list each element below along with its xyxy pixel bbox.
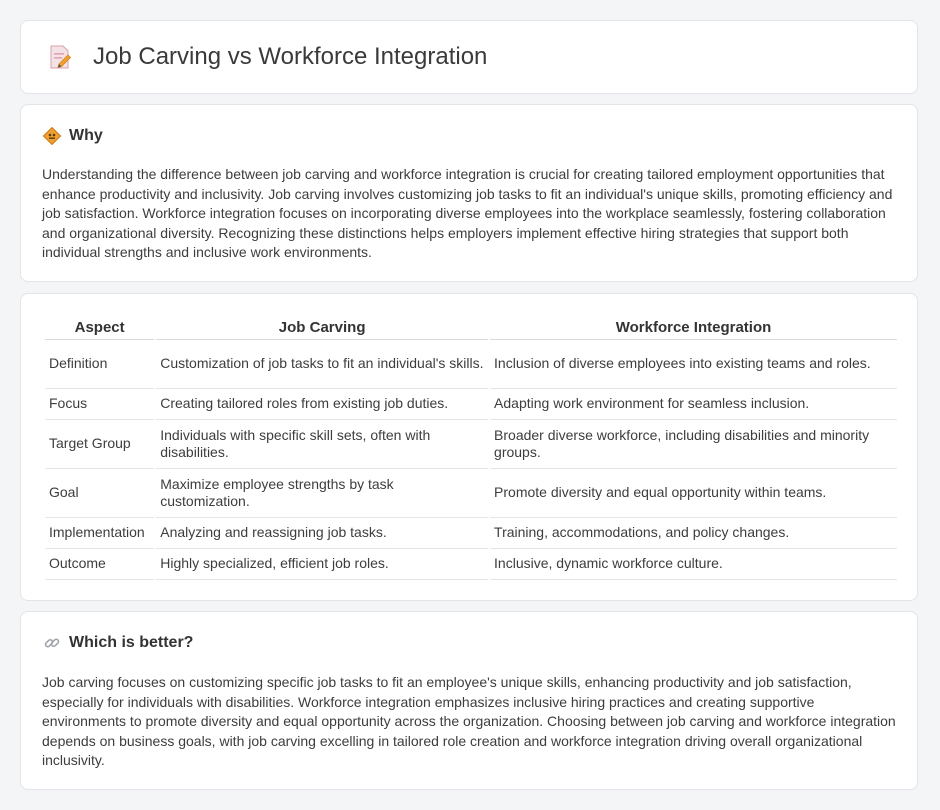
cell-workforce-integration: Training, accommodations, and policy changes. [490,518,897,549]
page-title: Job Carving vs Workforce Integration [93,43,488,70]
cell-aspect: Outcome [45,549,154,580]
why-section [20,104,918,282]
header-job-carving: Job Carving [156,314,488,340]
comparison-table [43,314,899,580]
table-row [45,340,897,389]
cell-job-carving: Analyzing and reassigning job tasks. [156,518,488,549]
comparison-card [20,293,918,601]
table-row [45,549,897,580]
cell-workforce-integration: Promote diversity and equal opportunity within teams. [490,469,897,518]
better-text: Job carving focuses on customizing specific job tasks to fit an employee's unique skills, enhancing productivity and job satisfaction, especially for individuals with disabilities. Workforce integration emphasizes inclusive hiring practices and creating supportive environments to promote diversity and equal opportunity across the organization. Choosing between job carving and workforce integration depends on business goals, with job carving excelling in tailored role creation and workforce integration driving overall organizational inclusivity. [42,674,896,768]
cell-job-carving: Individuals with specific skill sets, often with disabilities. [156,420,488,469]
document-edit-icon [47,44,73,70]
cell-job-carving: Customization of job tasks to fit an individual's skills. [156,340,488,389]
table-row [45,469,897,518]
cell-workforce-integration: Adapting work environment for seamless inclusion. [490,389,897,420]
cell-job-carving: Highly specialized, efficient job roles. [156,549,488,580]
cell-aspect: Definition [45,340,154,389]
title-card [20,20,918,94]
table-row [45,420,897,469]
better-title: Which is better? [69,634,194,651]
table-header-row [45,314,897,340]
why-title: Why [69,127,103,144]
cell-job-carving: Creating tailored roles from existing job duties. [156,389,488,420]
cell-aspect: Target Group [45,420,154,469]
cell-aspect: Goal [45,469,154,518]
cell-job-carving: Maximize employee strengths by task customization. [156,469,488,518]
why-heading [43,127,103,145]
table-row [45,389,897,420]
header-aspect: Aspect [45,314,154,340]
cell-workforce-integration: Broader diverse workforce, including disabilities and minority groups. [490,420,897,469]
cell-workforce-integration: Inclusive, dynamic workforce culture. [490,549,897,580]
diamond-sign-icon [43,127,61,145]
cell-aspect: Focus [45,389,154,420]
cell-workforce-integration: Inclusion of diverse employees into existing teams and roles. [490,340,897,389]
cell-aspect: Implementation [45,518,154,549]
link-icon [43,634,61,652]
better-heading [43,634,193,652]
which-is-better-section [20,611,918,790]
header-workforce-integration: Workforce Integration [490,314,897,340]
why-text: Understanding the difference between job carving and workforce integration is crucial for creating tailored employment opportunities that enhance productivity and inclusivity. Job carving involves customizing job tasks to fit an individual's unique skills, promoting efficiency and job satisfaction. Workforce integration focuses on incorporating diverse employees into the workplace seamlessly, fostering collaboration and organizational diversity. Recognizing these distinctions helps employers implement effective hiring strategies that support both individual strengths and inclusive work environments. [42,166,893,260]
table-row [45,518,897,549]
